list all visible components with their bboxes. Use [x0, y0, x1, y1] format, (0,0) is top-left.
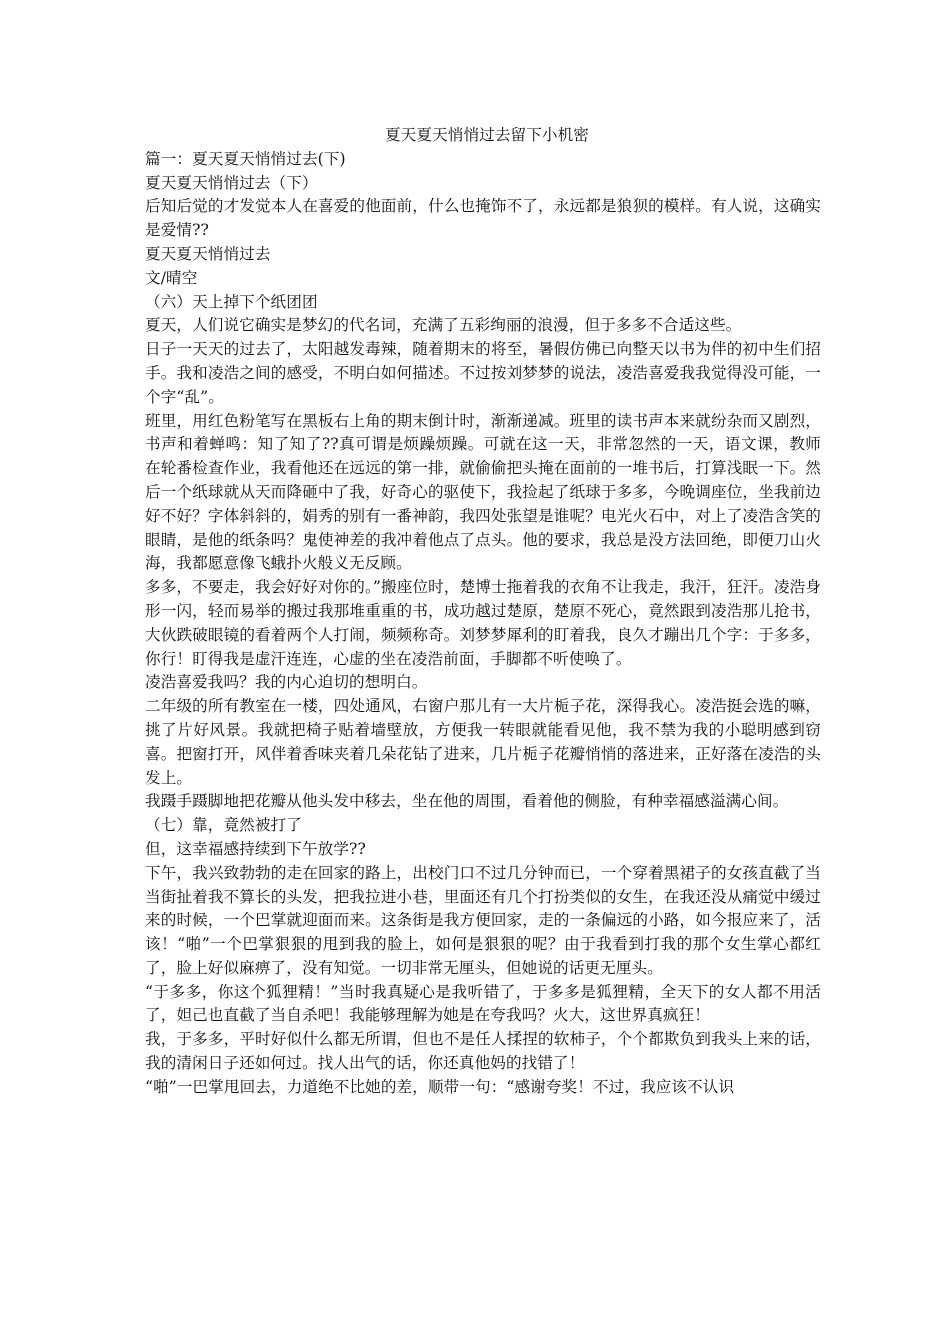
document-body — [145, 124, 821, 1100]
paragraph: “啪”一巴掌甩回去，力道绝不比她的差，顺带一句：“感谢夸奖！不过，我应该不认识 — [145, 1077, 735, 1096]
document-title: 夏天夏天悄悄过去留下小机密 — [384, 126, 590, 144]
paragraph: 夏天，人们说它确实是梦幻的代名词，充满了五彩绚丽的浪漫，但于多多不合适这些。 — [145, 316, 742, 335]
paragraph: （七）靠，竟然被打了 — [145, 816, 302, 835]
paragraph: 文/晴空 — [145, 268, 198, 287]
paragraph: 下午，我兴致勃勃的走在回家的路上，出校门口不过几分钟而已，一个穿着黑裙子的女孩直截了当当街扯着我不算长的头发，把我拉进小巷，里面还有几个打扮类似的女生，在我还没从痛觉中缓过来的时候，一个巴掌就迎面而来。这条街是我方便回家，走的一条偏远的小路，如今报应来了，活该！“啪”一个巴掌狠狠的甩到我的脸上，如何是狠狠的呢？由于我看到打我的那个女生掌心都红了，脸上好似麻痹了，没有知觉。一切非常无厘头，但她说的话更无厘头。 — [145, 863, 821, 977]
paragraph: 凌浩喜爱我吗？我的内心迫切的想明白。 — [145, 673, 428, 692]
paragraph: 夏天夏天悄悄过去（下） — [145, 173, 318, 192]
paragraph: 后知后觉的才发觉本人在喜爱的他面前，什么也掩饰不了，永远都是狼狈的模样。有人说，这确实是爱情?? — [145, 197, 821, 240]
paragraph: 日子一天天的过去了，太阳越发毒辣，随着期末的将至，暑假仿佛已向整天以书为伴的初中生们招手。我和凌浩之间的感受，不明白如何描述。不过按刘梦梦的说法，凌浩喜爱我我觉得没可能，一个字“乱”。 — [145, 340, 821, 406]
paragraph: 多多，不要走，我会好好对你的。”搬座位时，楚博士拖着我的衣角不让我走，我汗，狂汗。凌浩身形一闪，轻而易举的搬过我那堆重重的书，成功越过楚原，楚原不死心，竟然跟到凌浩那儿抢书，大伙跌破眼镜的看着两个人打闹，频频称奇。刘梦梦犀利的盯着我，良久才蹦出几个字：于多多，你行！盯得我是虚汗连连，心虚的坐在凌浩前面，手脚都不听使唤了。 — [145, 578, 821, 668]
paragraph: 但，这幸福感持续到下午放学?? — [145, 839, 366, 858]
paragraph: （六）天上掉下个纸团团 — [145, 292, 318, 311]
paragraph: 班里，用红色粉笔写在黑板右上角的期末倒计时，渐渐递减。班里的读书声本来就纷杂而又剧烈，书声和着蝉鸣：知了知了??真可谓是烦躁烦躁。可就在这一天，非常忽然的一天，语文课，教师在轮番检查作业，我看他还在远远的第一排，就偷偷把头掩在面前的一堆书后，打算浅眠一下。然后一个纸球就从天而降砸中了我，好奇心的驱使下，我捡起了纸球于多多，今晚调座位，坐我前边好不好？字体斜斜的，娟秀的别有一番神韵，我四处张望是谁呢？电光火石中，对上了凌浩含笑的眼睛，是他的纸条吗？鬼使神差的我冲着他点了点头。他的要求，我总是没方法回绝，即便刀山火海，我都愿意像飞蛾扑火般义无反顾。 — [145, 411, 821, 573]
paragraph: 我，于多多，平时好似什么都无所谓，但也不是任人揉捏的软柿子，个个都欺负到我头上来的话，我的清闲日子还如何过。找人出气的话，你还真他妈的找错了！ — [145, 1030, 821, 1073]
paragraph: “于多多，你这个狐狸精！”当时我真疑心是我听错了，于多多是狐狸精，全天下的女人都不用活了，妲己也直截了当自杀吧！我能够理解为她是在夸我吗？火大，这世界真疯狂！ — [145, 982, 821, 1025]
paragraph: 夏天夏天悄悄过去 — [145, 244, 271, 263]
paragraph: 篇一：夏天夏天悄悄过去(下) — [145, 149, 346, 168]
paragraph: 我蹑手蹑脚地把花瓣从他头发中移去，坐在他的周围，看着他的侧脸，有种幸福感溢满心间。 — [145, 792, 789, 811]
paragraph: 二年级的所有教室在一楼，四处通风，右窗户那儿有一大片栀子花，深得我心。凌浩挺会选的嘛，挑了片好风景。我就把椅子贴着墙壁放，方便我一转眼就能看见他，我不禁为我的小聪明感到窃喜。把窗打开，风伴着香味夹着几朵花钻了进来，几片栀子花瓣悄悄的落进来，正好落在凌浩的头发上。 — [145, 697, 821, 787]
